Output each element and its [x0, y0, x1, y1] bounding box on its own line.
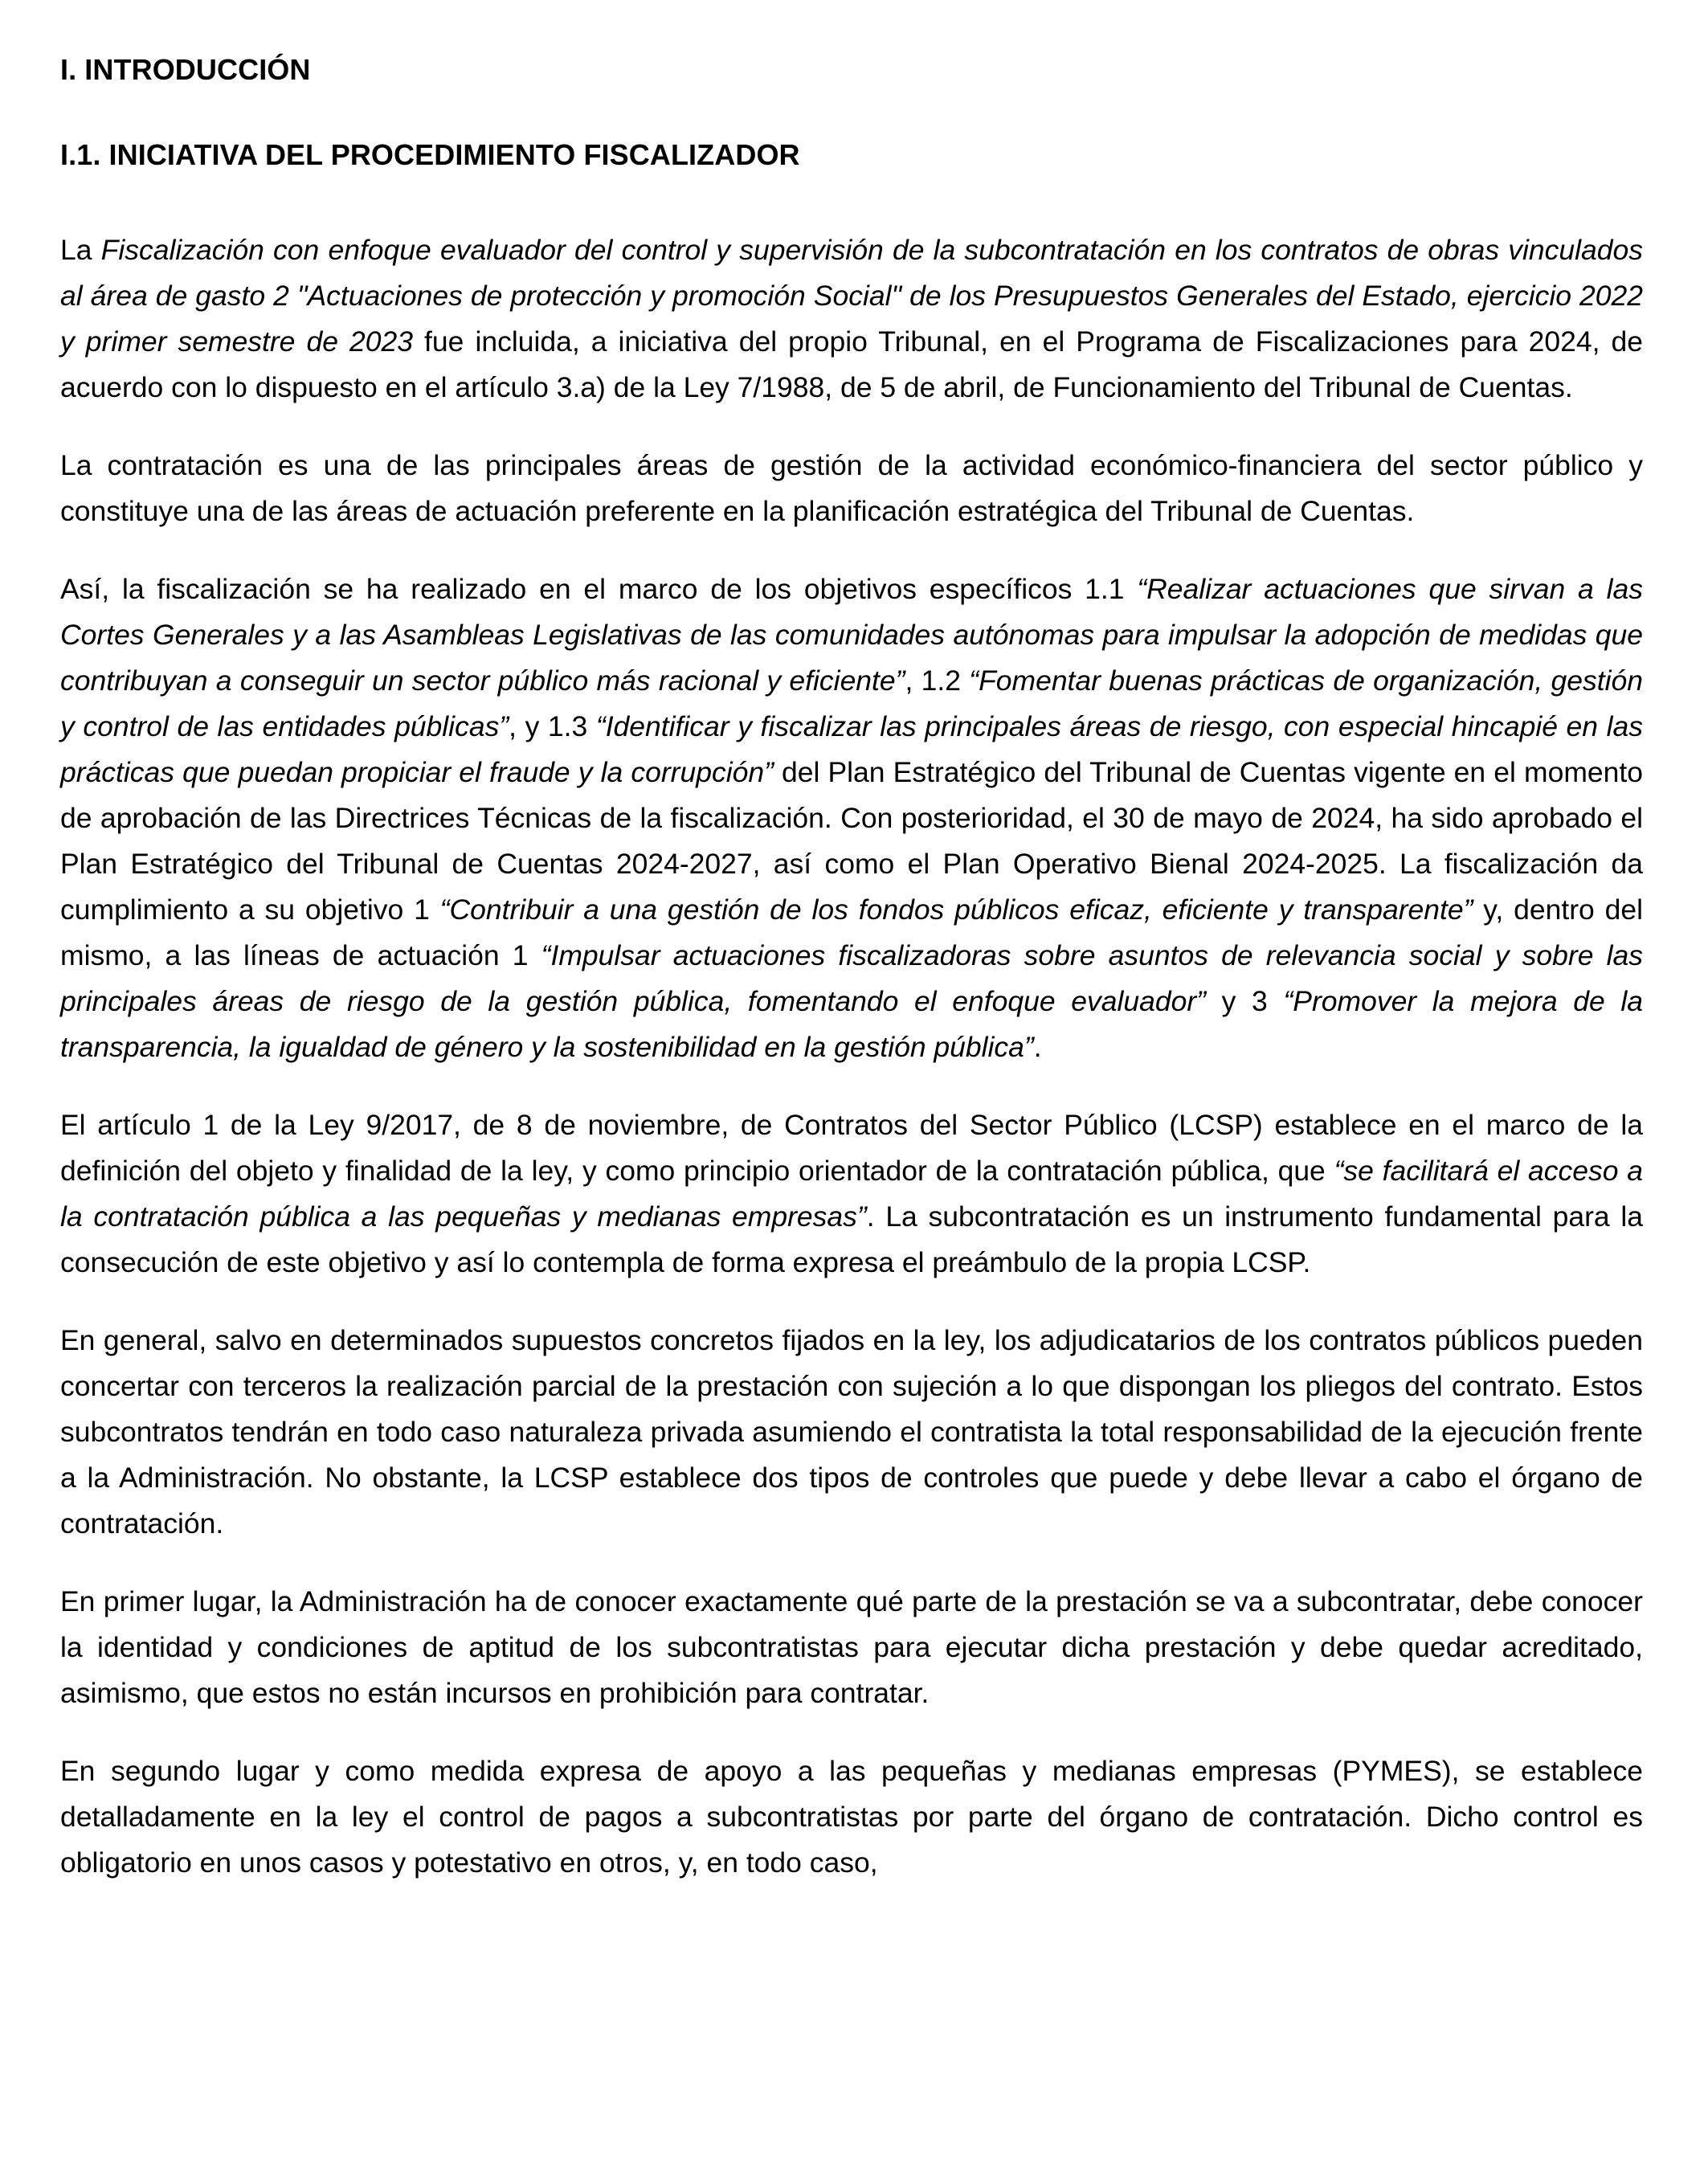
text-run: del Plan Estratégico del Tribunal de Cuentas vigente en el momento de aprobación de las Directrices Técnicas de la fiscalización. Con posterioridad, el 30 de mayo de 2024, ha sido aprobado el Plan Estratégico del Tribunal de Cuentas 2024-2027, así como el Plan Operativo Bienal 2024-2025. La fiscalización da cumplimiento a su objetivo 1	[60, 755, 1643, 926]
paragraph-contratacion-area-gestion	[60, 443, 1643, 534]
document-body	[60, 53, 1643, 1886]
italic-run-cita-acceso-pymes: “se facilitará el acceso a la contratación pública a las pequeñas y medianas empresas”	[60, 1154, 1644, 1233]
text-run: En segundo lugar y como medida expresa de apoyo a las pequeñas y medianas empresas (PYMES), se establece detalladamente en la ley el control de pagos a subcontratistas por parte del órgano de contratación. Dicho control es obligatorio en unos casos y potestativo en otros, y, en todo caso,	[60, 1754, 1643, 1879]
text-run: y 3	[1205, 984, 1284, 1017]
text-run: y, dentro del mismo, a las líneas de actuación 1	[60, 893, 1643, 971]
section-heading-introduccion: I. INTRODUCCIÓN	[60, 53, 311, 86]
paragraph-fiscalizacion-iniciativa	[60, 227, 1643, 411]
text-run: . La subcontratación es un instrumento fundamental para la consecución de este objetivo y así lo contempla de forma expresa el preámbulo de la propia LCSP.	[60, 1200, 1643, 1278]
subheading-spacer	[60, 173, 1643, 227]
paragraph-articulo-1-lcsp	[60, 1102, 1643, 1286]
text-run: El artículo 1 de la Ley 9/2017, de 8 de noviembre, de Contratos del Sector Público (LCSP) establece en el marco de la definición del objeto y finalidad de la ley, y como principio orientador de la contratación pública, que	[60, 1108, 1643, 1187]
subsection-heading-iniciativa: I.1. INICIATIVA DEL PROCEDIMIENTO FISCALIZADOR	[60, 138, 800, 172]
heading-spacer	[60, 87, 1643, 138]
italic-run-objetivo-1: “Contribuir a una gestión de los fondos públicos eficaz, eficiente y transparente”	[439, 893, 1473, 926]
text-run: .	[1033, 1030, 1042, 1063]
paragraph-objetivos-plan-estrategico	[60, 566, 1643, 1070]
text-run: , 1.2	[905, 664, 970, 697]
italic-run-linea-actuacion-3: “Promover la mejora de la transparencia, la igualdad de género y la sostenibilidad en la gestión pública”	[60, 984, 1643, 1063]
italic-run-objetivo-1-3: “Identificar y fiscalizar las principales áreas de riesgo, con especial hincapié en las prácticas que puedan propiciar el fraude y la corrupción”	[60, 709, 1643, 788]
italic-run-objetivo-1-2: “Fomentar buenas prácticas de organización, gestión y control de las entidades públicas”	[60, 664, 1643, 742]
paragraph-subcontratacion-general	[60, 1318, 1643, 1547]
text-run: fue incluida, a iniciativa del propio Tribunal, en el Programa de Fiscalizaciones para 2024, de acuerdo con lo dispuesto en el artículo 3.a) de la Ley 7/1988, de 5 de abril, de Funcionamiento del Tribunal de Cuentas.	[60, 325, 1643, 403]
italic-run-objetivo-1-1: “Realizar actuaciones que sirvan a las Cortes Generales y a las Asambleas Legislativas de las comunidades autónomas para impulsar la adopción de medidas que contribuyan a conseguir un sector público más racional y eficiente”	[60, 572, 1643, 697]
paragraph-primer-lugar-control	[60, 1579, 1643, 1716]
text-run: , y 1.3	[509, 709, 596, 742]
paragraph-segundo-lugar-pymes	[60, 1748, 1643, 1886]
text-run: La contratación es una de las principales áreas de gestión de la actividad económico-financiera del sector público y constituye una de las áreas de actuación preferente en la planificación estratégica del Tribunal de Cuentas.	[60, 448, 1643, 527]
text-run: Así, la fiscalización se ha realizado en el marco de los objetivos específicos 1.1	[60, 572, 1138, 605]
italic-run-linea-actuacion-1: “Impulsar actuaciones fiscalizadoras sobre asuntos de relevancia social y sobre las principales áreas de riesgo de la gestión pública, fomentando el enfoque evaluador”	[60, 938, 1643, 1017]
italic-run-titulo-fiscalizacion: Fiscalización con enfoque evaluador del control y supervisión de la subcontratación en los contratos de obras vinculados al área de gasto 2 "Actuaciones de protección y promoción Social" de los Presupuestos Generales del Estado, ejercicio 2022 y primer semestre de 2023	[60, 233, 1643, 358]
text-run: En general, salvo en determinados supuestos concretos fijados en la ley, los adjudicatarios de los contratos públicos pueden concertar con terceros la realización parcial de la prestación con sujeción a lo que dispongan los pliegos del contrato. Estos subcontratos tendrán en todo caso naturaleza privada asumiendo el contratista la total responsabilidad de la ejecución frente a la Administración. No obstante, la LCSP establece dos tipos de controles que puede y debe llevar a cabo el órgano de contratación.	[60, 1323, 1643, 1540]
text-run: La	[60, 233, 101, 266]
text-run: En primer lugar, la Administración ha de conocer exactamente qué parte de la prestación se va a subcontratar, debe conocer la identidad y condiciones de aptitud de los subcontratistas para ejecutar dicha prestación y debe quedar acreditado, asimismo, que estos no están incursos en prohibición para contratar.	[60, 1584, 1643, 1709]
